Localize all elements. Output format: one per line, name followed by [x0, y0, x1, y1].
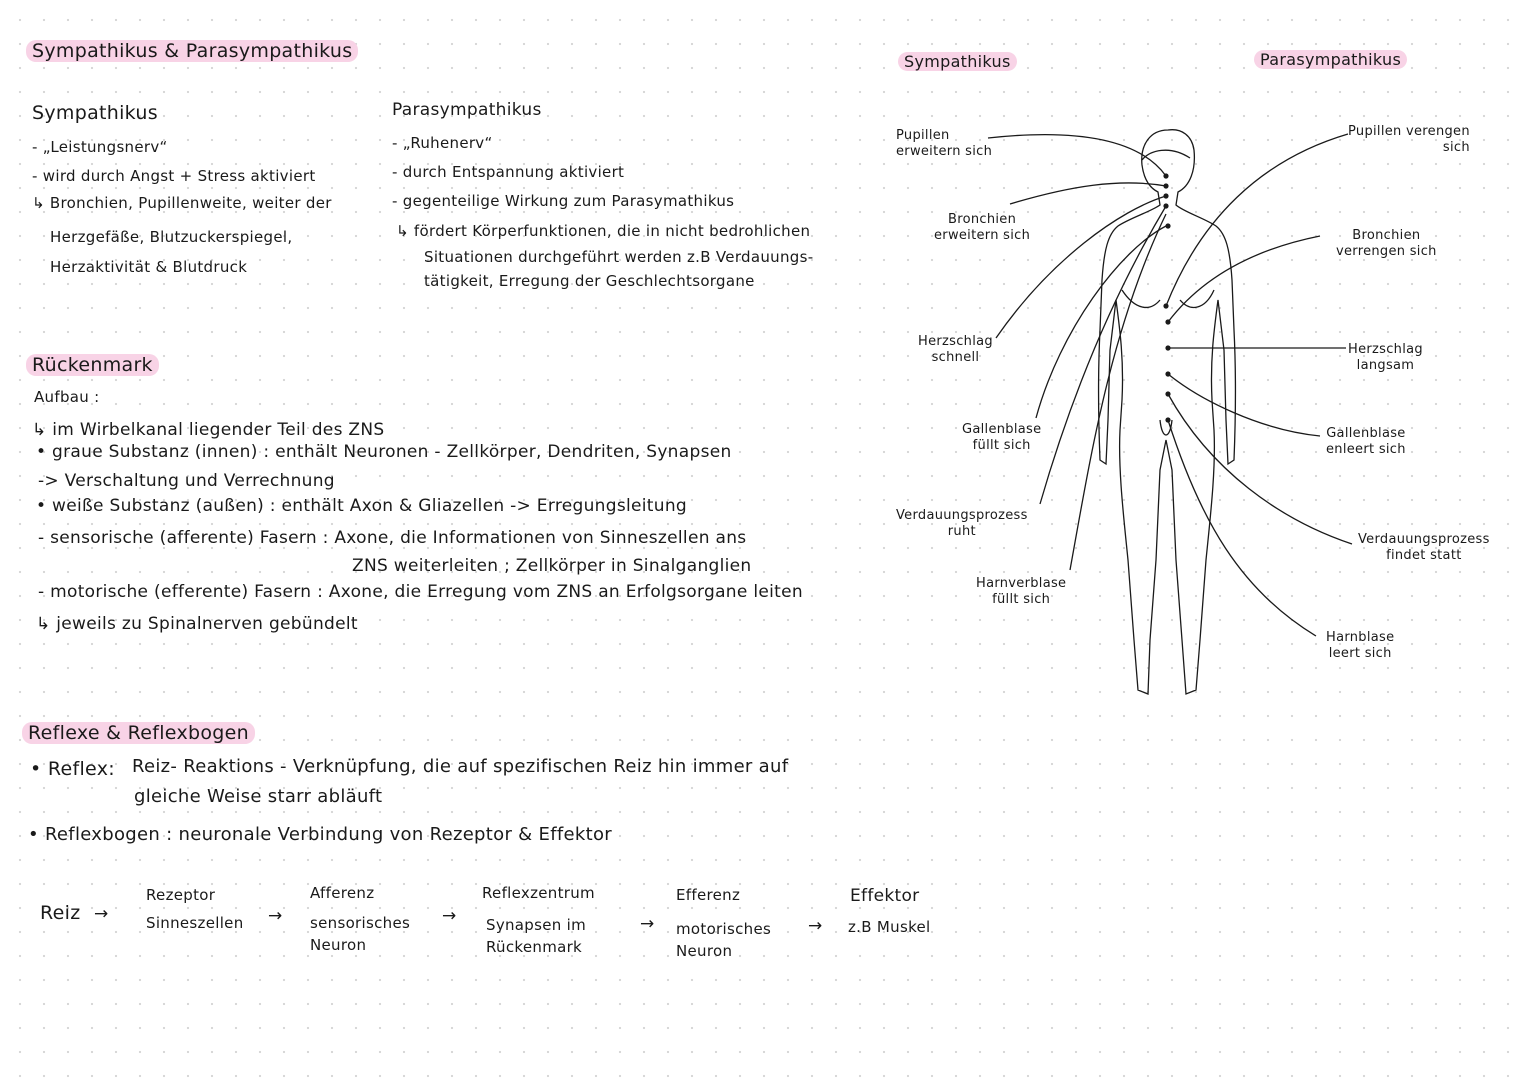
label-verdauung-ruht: Verdauungsprozess ruht — [896, 508, 1028, 539]
flow-step-head: Afferenz — [310, 884, 375, 902]
reflexbogen-definition: • Reflexbogen : neuronale Verbindung von Rezeptor & Effektor — [28, 824, 612, 845]
reflex-label: • Reflex: — [30, 758, 115, 780]
flow-step-body: sensorisches Neuron — [310, 914, 411, 954]
flow-step-body: motorisches Neuron — [676, 920, 772, 960]
aufbau-label: Aufbau : — [34, 388, 100, 406]
parasympathikus-line: - „Ruhenerv“ — [392, 134, 493, 152]
section-title-sympathikus-parasympathikus: Sympathikus & Parasympathikus — [26, 40, 358, 62]
sympathikus-line: ↳ Bronchien, Pupillenweite, weiter der — [32, 194, 332, 212]
flow-step-head: Reflexzentrum — [482, 884, 595, 902]
parasympathikus-line: tätigkeit, Erregung der Geschlechtsorgane — [424, 272, 755, 290]
diagram-title-sympathikus: Sympathikus — [898, 52, 1017, 71]
label-pupillen-erweitern: Pupillen erweitern sich — [896, 128, 993, 159]
arrow-icon: → — [94, 904, 109, 924]
parasympathikus-line: ↳ fördert Körperfunktionen, die in nicht bedrohlichen — [396, 222, 811, 240]
rueckenmark-line: ↳ im Wirbelkanal liegender Teil des ZNS — [32, 420, 385, 440]
parasympathikus-nerve-lines — [1166, 134, 1352, 636]
arrow-icon: → — [808, 916, 823, 936]
flow-step-body: Sinneszellen — [146, 914, 244, 932]
parasympathikus-line: - gegenteilige Wirkung zum Parasymathikus — [392, 192, 735, 210]
arrow-icon: → — [268, 906, 283, 926]
label-pupillen-verengen: Pupillen verengen sich — [1348, 124, 1470, 155]
label-herzschlag-langsam: Herzschlag langsam — [1348, 342, 1423, 373]
sympathikus-line: Herzgefäße, Blutzuckerspiegel, — [50, 228, 293, 246]
flow-step-body: Synapsen im Rückenmark — [486, 916, 587, 956]
flow-step-head: Rezeptor — [146, 886, 216, 904]
flow-start-reiz: Reiz — [40, 902, 81, 924]
sympathikus-line: - wird durch Angst + Stress aktiviert — [32, 167, 316, 185]
label-gallenblase-fuellt: Gallenblase füllt sich — [962, 422, 1042, 453]
rueckenmark-line: -> Verschaltung und Verrechnung — [38, 471, 335, 491]
reflex-definition: gleiche Weise starr abläuft — [134, 786, 383, 807]
parasympathikus-line: Situationen durchgeführt werden z.B Verdauungs- — [424, 248, 814, 266]
diagram-title-parasympathikus: Parasympathikus — [1254, 50, 1407, 69]
sympathikus-line: - „Leistungsnerv“ — [32, 138, 168, 156]
label-bronchien-erweitern: Bronchien erweitern sich — [934, 212, 1031, 243]
sympathikus-heading: Sympathikus — [32, 102, 158, 124]
rueckenmark-line: - motorische (efferente) Fasern : Axone, die Erregung vom ZNS an Erfolgsorgane leiten — [38, 582, 803, 602]
section-title-rueckenmark: Rückenmark — [26, 354, 159, 376]
arrow-icon: → — [640, 914, 655, 934]
label-harnblase-fuellt: Harnverblase füllt sich — [976, 576, 1067, 607]
section-title-reflexe: Reflexe & Reflexbogen — [22, 722, 255, 744]
sympathikus-line: Herzaktivität & Blutdruck — [50, 258, 248, 276]
rueckenmark-line: • graue Substanz (innen) : enthält Neuronen - Zellkörper, Dendriten, Synapsen — [36, 442, 732, 462]
flow-step-head: Efferenz — [676, 886, 741, 904]
rueckenmark-line: ↳ jeweils zu Spinalnerven gebündelt — [36, 614, 358, 634]
label-herzschlag-schnell: Herzschlag schnell — [918, 334, 993, 365]
parasympathikus-line: - durch Entspannung aktiviert — [392, 163, 625, 181]
arrow-icon: → — [442, 906, 457, 926]
rueckenmark-line: • weiße Substanz (außen) : enthält Axon & Gliazellen -> Erregungsleitung — [36, 496, 687, 516]
label-gallenblase-entleert: Gallenblase enleert sich — [1326, 426, 1406, 457]
rueckenmark-line: ZNS weiterleiten ; Zellkörper in Sinalganglien — [352, 556, 752, 576]
flow-step-body: z.B Muskel — [848, 918, 931, 936]
body-outline — [1099, 130, 1236, 694]
label-verdauung-findet-statt: Verdauungsprozess findet statt — [1358, 532, 1490, 563]
rueckenmark-line: - sensorische (afferente) Fasern : Axone, die Informationen von Sinneszellen ans — [38, 528, 747, 548]
reflex-definition: Reiz- Reaktions - Verknüpfung, die auf spezifischen Reiz hin immer auf — [132, 756, 789, 777]
flow-step-head: Effektor — [850, 886, 920, 906]
parasympathikus-heading: Parasympathikus — [392, 100, 542, 120]
sympathikus-nerve-lines — [988, 135, 1166, 570]
label-harnblase-leert: Harnblase leert sich — [1326, 630, 1395, 661]
label-bronchien-verengen: Bronchien verrengen sich — [1336, 228, 1437, 259]
